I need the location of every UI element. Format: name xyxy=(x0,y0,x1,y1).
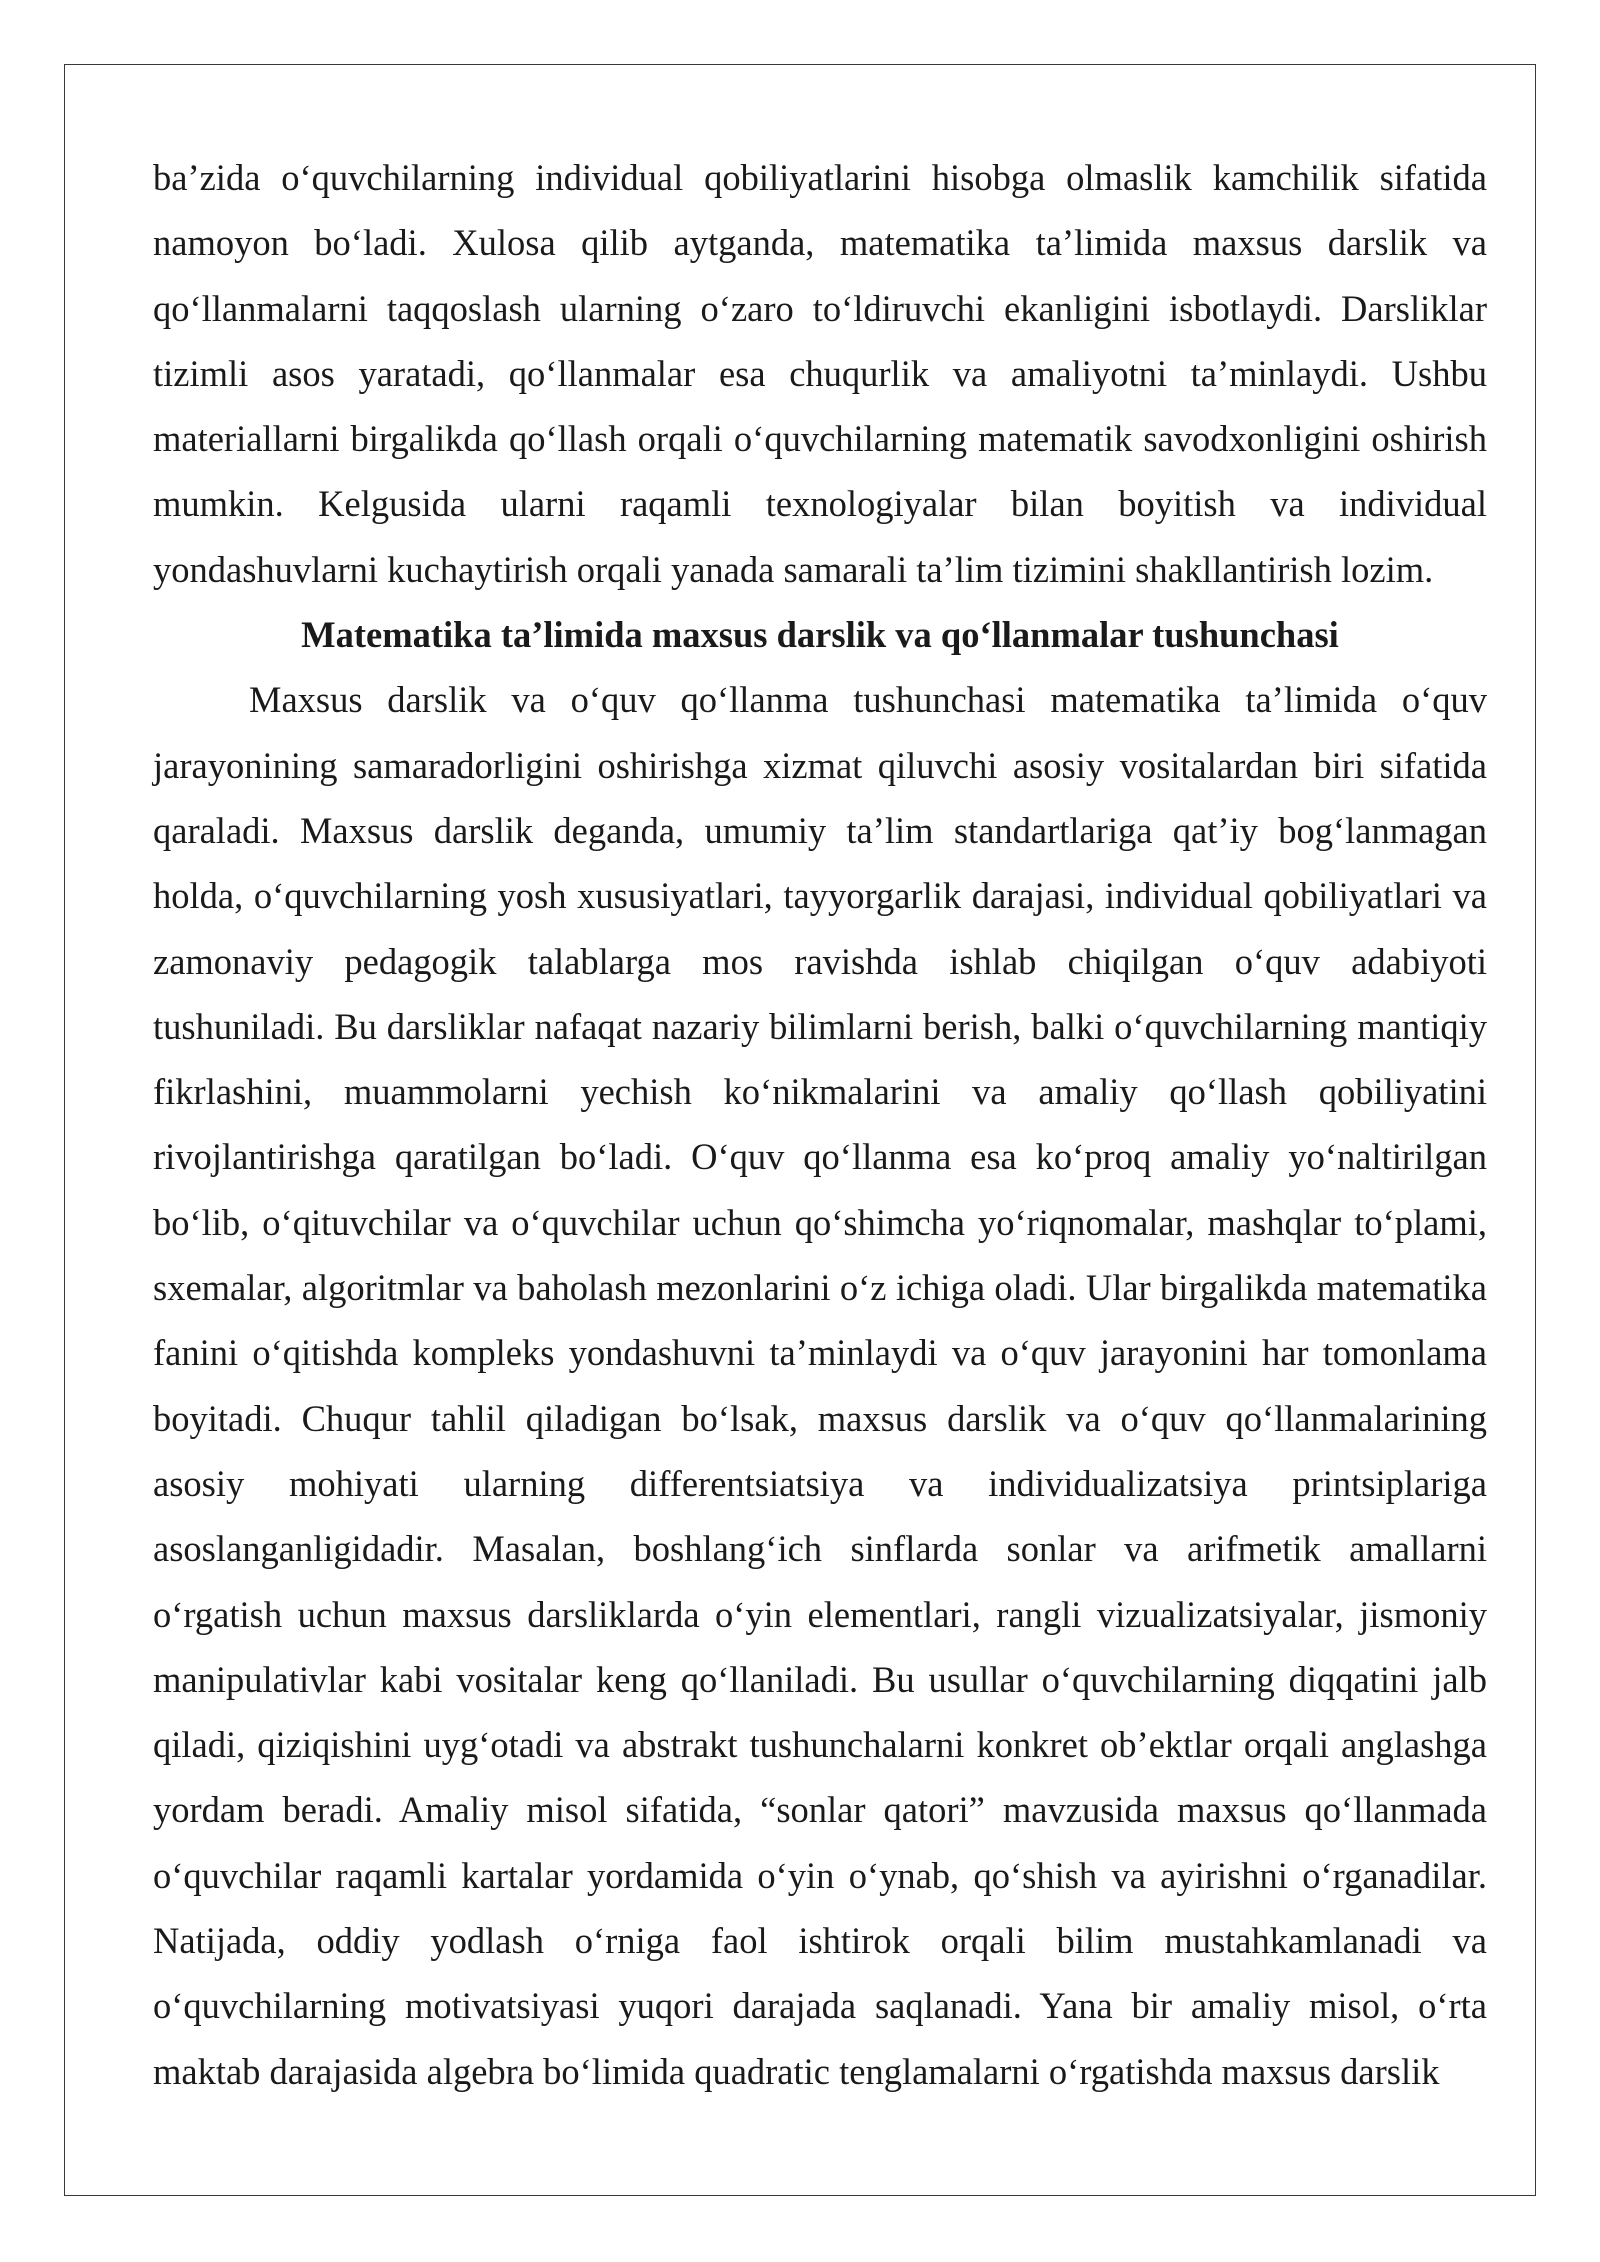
body-paragraph: Maxsus darslik va o‘quv qo‘llanma tushunchasi matematika ta’limida o‘quv jarayonining samaradorligini oshirishga xizmat qiluvchi asosiy vositalardan biri sifatida qaraladi. Maxsus darslik deganda, umumiy ta’lim standartlariga qat’iy bog‘lanmagan holda, o‘quvchilarning yosh xususiyatlari, tayyorgarlik darajasi, individual qobiliyatlari va zamonaviy pedagogik talablarga mos ravishda ishlab chiqilgan o‘quv adabiyoti tushuniladi. Bu darsliklar nafaqat nazariy bilimlarni berish, balki o‘quvchilarning mantiqiy fikrlashini, muammolarni yechish ko‘nikmalarini va amaliy qo‘llash qobiliyatini rivojlantirishga qaratilgan bo‘ladi. O‘quv qo‘llanma esa ko‘proq amaliy yo‘naltirilgan bo‘lib, o‘qituvchilar va o‘quvchilar uchun qo‘shimcha yo‘riqnomalar, mashqlar to‘plami, sxemalar, algoritmlar va baholash mezonlarini o‘z ichiga oladi. Ular birgalikda matematika fanini o‘qitishda kompleks yondashuvni ta’minlaydi va o‘quv jarayonini har tomonlama boyitadi. Chuqur tahlil qiladigan bo‘lsak, maxsus darslik va o‘quv qo‘llanmalarining asosiy mohiyati ularning differentsiatsiya va individualizatsiya printsiplariga asoslanganligidadir. Masalan, boshlang‘ich sinflarda sonlar va arifmetik amallarni o‘rgatish uchun maxsus darsliklarda o‘yin elementlari, rangli vizualizatsiyalar, jismoniy manipulativlar kabi vositalar keng qo‘llaniladi. Bu usullar o‘quvchilarning diqqatini jalb qiladi, qiziqishini uyg‘otadi va abstrakt tushunchalarni konkret ob’ektlar orqali anglashga yordam beradi. Amaliy misol sifatida, “sonlar qatori” mavzusida maxsus qo‘llanmada o‘quvchilar raqamli kartalar yordamida o‘yin o‘ynab, qo‘shish va ayirishni o‘rganadilar. Natijada, oddiy yodlash o‘rniga faol ishtirok orqali bilim mustahkamlanadi va o‘quvchilarning motivatsiyasi yuqori darajada saqlanadi. Yana bir amaliy misol, o‘rta maktab darajasida algebra bo‘limida quadratic tenglamalarni o‘rgatishda maxsus darslik xyxy=(153,679,1487,2092)
document-body xyxy=(153,145,1487,2104)
intro-paragraph: ba’zida o‘quvchilarning individual qobiliyatlarini hisobga olmaslik kamchilik sifatida namoyon bo‘ladi. Xulosa qilib aytganda, matematika ta’limida maxsus darslik va qo‘llanmalarni taqqoslash ularning o‘zaro to‘ldiruvchi ekanligini isbotlaydi. Darsliklar tizimli asos yaratadi, qo‘llanmalar esa chuqurlik va amaliyotni ta’minlaydi. Ushbu materiallarni birgalikda qo‘llash orqali o‘quvchilarning matematik savodxonligini oshirish mumkin. Kelgusida ularni raqamli texnologiyalar bilan boyitish va individual yondashuvlarni kuchaytirish orqali yanada samarali ta’lim tizimini shakllantirish lozim. xyxy=(153,157,1487,590)
section-heading: Matematika ta’limida maxsus darslik va qo‘llanmalar tushunchasi xyxy=(301,614,1339,656)
